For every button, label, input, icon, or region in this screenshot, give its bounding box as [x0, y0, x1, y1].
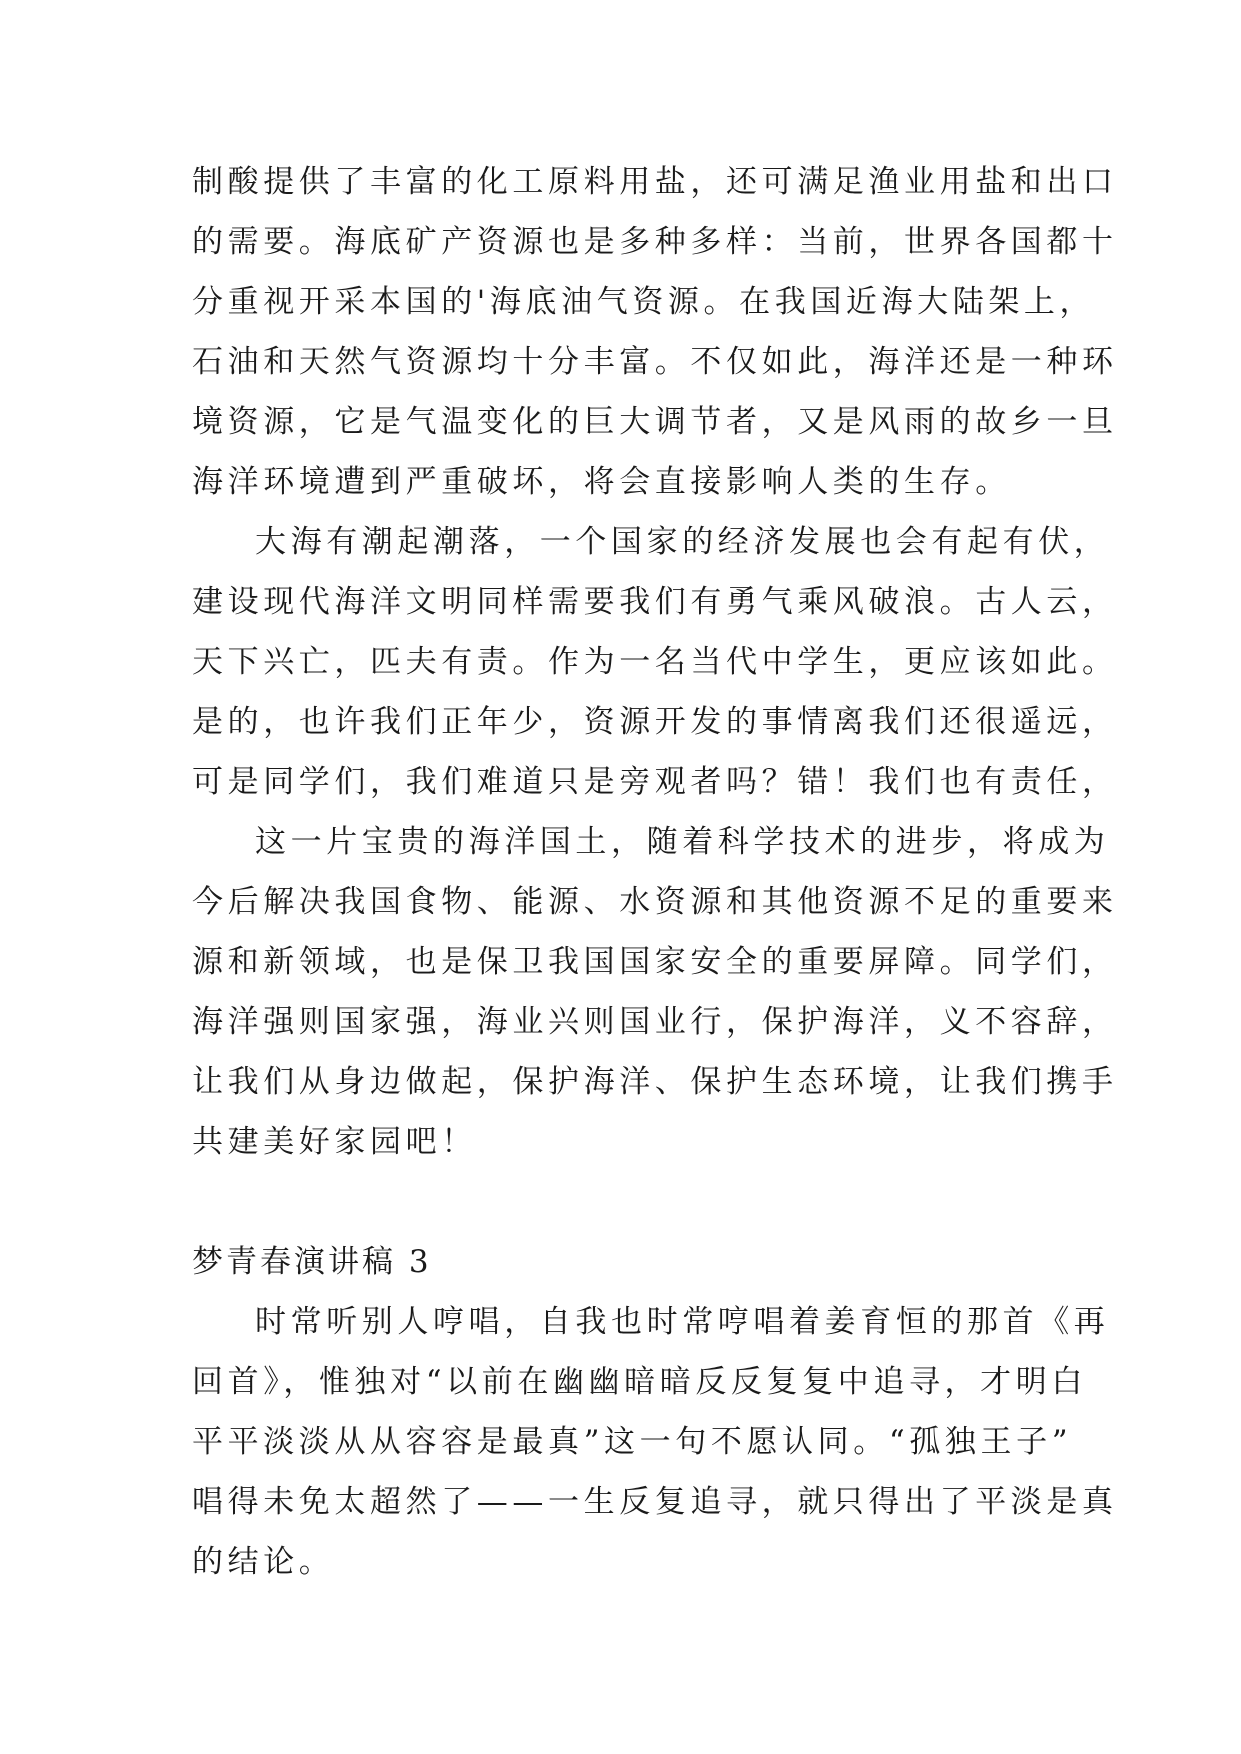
paragraph-1-line-2: 的需要。海底矿产资源也是多种多样：当前，世界各国都十 — [192, 224, 1118, 260]
paragraph-2-line-4: 是的，也许我们正年少，资源开发的事情离我们还很遥远， — [192, 704, 1118, 740]
paragraph-4-line-5: 的结论。 — [192, 1544, 335, 1580]
paragraph-2-line-2: 建设现代海洋文明同样需要我们有勇气乘风破浪。古人云， — [192, 584, 1118, 620]
section-title: 梦青春演讲稿 3 — [192, 1244, 432, 1280]
paragraph-1-line-1: 制酸提供了丰富的化工原料用盐，还可满足渔业用盐和出口 — [192, 164, 1118, 200]
paragraph-3-line-4: 海洋强则国家强，海业兴则国业行，保护海洋，义不容辞， — [192, 1004, 1118, 1040]
paragraph-4-line-3: 平平淡淡从从容容是最真”这一句不愿认同。“孤独王子” — [192, 1424, 1073, 1460]
paragraph-1-line-3: 分重视开采本国的'海底油气资源。在我国近海大陆架上， — [192, 284, 1096, 320]
paragraph-1-line-5: 境资源，它是气温变化的巨大调节者，又是风雨的故乡一旦 — [192, 404, 1118, 440]
paragraph-3-line-6: 共建美好家园吧！ — [192, 1124, 477, 1160]
paragraph-1-line-6: 海洋环境遭到严重破坏，将会直接影响人类的生存。 — [192, 464, 1011, 500]
paragraph-1-line-4: 石油和天然气资源均十分丰富。不仅如此，海洋还是一种环 — [192, 344, 1118, 380]
paragraph-2-line-1: 大海有潮起潮落，一个国家的经济发展也会有起有伏， — [255, 524, 1110, 560]
paragraph-2-line-3: 天下兴亡，匹夫有责。作为一名当代中学生，更应该如此。 — [192, 644, 1118, 680]
paragraph-3-line-1: 这一片宝贵的海洋国土，随着科学技术的进步，将成为 — [255, 824, 1110, 860]
paragraph-3-line-2: 今后解决我国食物、能源、水资源和其他资源不足的重要来 — [192, 884, 1118, 920]
paragraph-4-line-4: 唱得未免太超然了——一生反复追寻，就只得出了平淡是真 — [192, 1484, 1118, 1520]
paragraph-4-line-2: 回首》，惟独对“以前在幽幽暗暗反反复复中追寻，才明白 — [192, 1364, 1087, 1400]
paragraph-3-line-3: 源和新领域，也是保卫我国国家安全的重要屏障。同学们， — [192, 944, 1118, 980]
paragraph-4-line-1: 时常听别人哼唱，自我也时常哼唱着姜育恒的那首《再 — [255, 1304, 1110, 1340]
paragraph-3-line-5: 让我们从身边做起，保护海洋、保护生态环境，让我们携手 — [192, 1064, 1118, 1100]
paragraph-2-line-5: 可是同学们，我们难道只是旁观者吗？错！我们也有责任， — [192, 764, 1118, 800]
